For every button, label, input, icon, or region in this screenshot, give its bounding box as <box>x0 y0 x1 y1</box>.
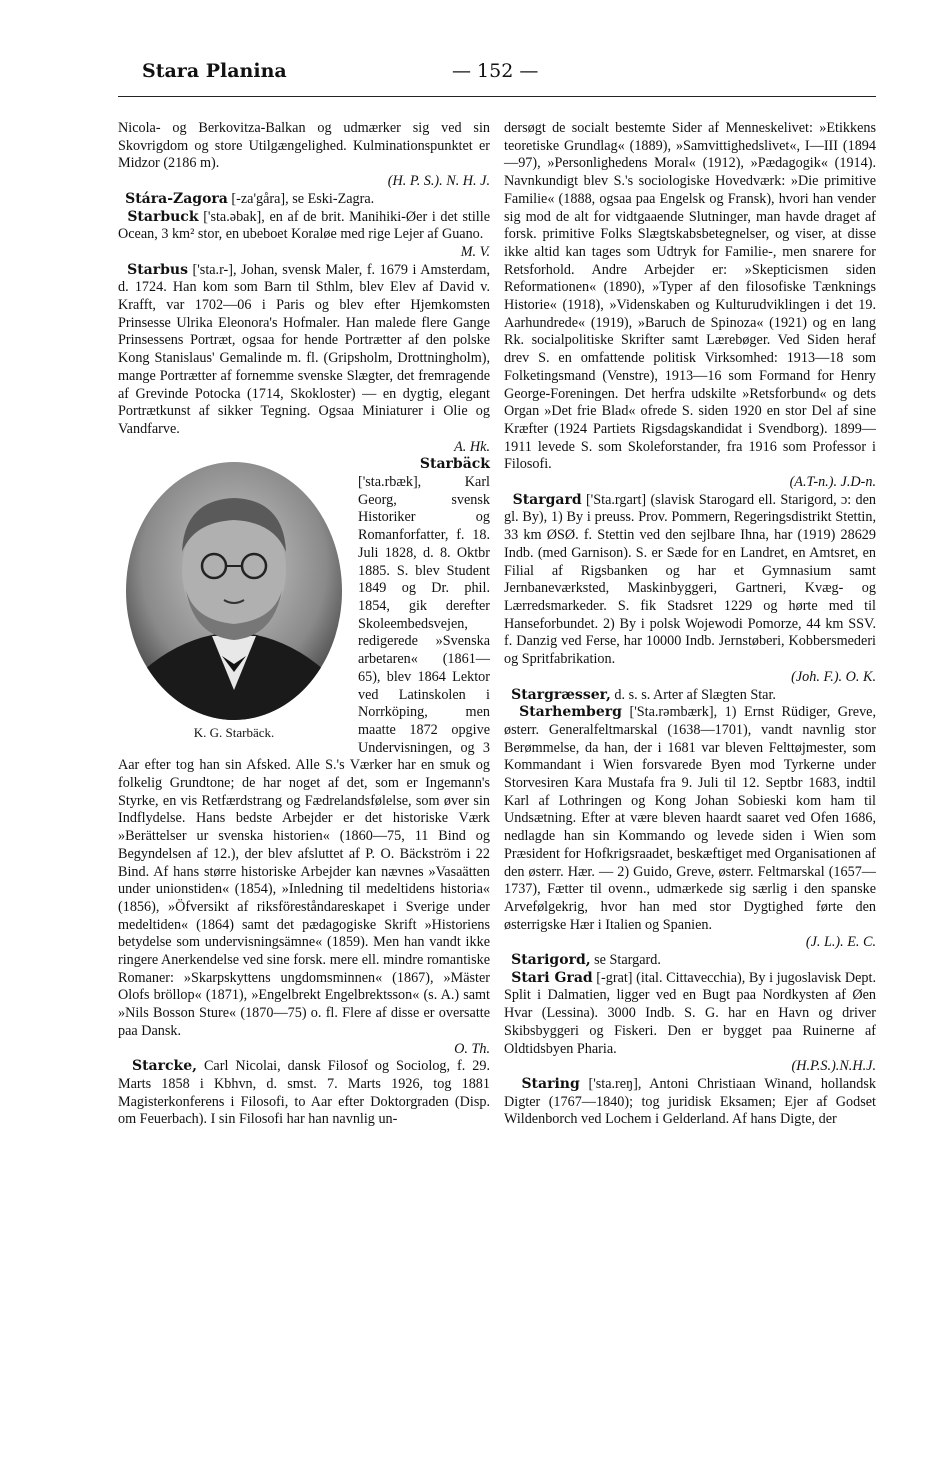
page-header <box>142 60 876 88</box>
entry-text: [-za'gåra], se Eski-Zagra. <box>231 190 375 207</box>
entry-text: ['sta.reŋ], Antoni Christiaan Winand, hollandsk Digter (1767—1840); tog juridisk Eksamen; Ejer af Godset Wildenborch ved Lochem i Gelderland. Af hans Digte, der <box>504 1075 876 1128</box>
running-title: Stara Planina <box>142 60 287 82</box>
entry-text: ['sta.r-], Johan, svensk Maler, f. 1679 i Amsterdam, d. 1724. Han kom som Barn til Sthlm, blev Elev af David v. Krafft, var 1702—06 i Paris og blev efter Hjemkomsten Prinsesse Ulrika Eleonora's Hofmaler. Han malede flere Gange Prinsessens Portræt, ogsaa for hende Portrætter af den polske Kong Stanislaus' Gemalinde m. fl. (Gripsholm, Drottningholm), mange Portrætter af fornemme svenske Slægter, det fremragende af Grevinde Potocka (1714, Skokloster) — en dygtig, elegant Portrætkunst af sikker Tegning. Ogsaa Miniaturer i Olie og Vandfarve. <box>118 261 490 437</box>
entry-text: Nicola- og Berkovitza-Balkan og udmærker sig ved sin Skovrigdom og store Utilgængelighed. Kulminationspunktet er Midzor (2186 m). <box>118 120 490 172</box>
entry <box>504 120 876 492</box>
portrait-figure <box>118 460 350 746</box>
entry <box>504 492 876 687</box>
entry-text: [-grat] (ital. Cittavecchia), By i jugoslavisk Dept. Split i Dalmatien, ligger ved en Bugt paa Nordkysten af Øen Hvar (Lessina). 3000 Indb. S. G. har en Havn og driver Skibsbyggeri og Fiskeri. Den er bygget paa Ruinerne af Oldtidsbyen Pharia. <box>504 969 876 1057</box>
entry <box>118 120 490 191</box>
entry-text: ['sta.əbak], en af de brit. Manihiki-Øer i det stille Ocean, 3 km² stor, en ubeboet Koraløe med rige Lejer af Guano. <box>118 208 490 243</box>
entry-text: dersøgt de socialt bestemte Sider af Menneskelivet: »Etikkens teoretiske Grundlag« (1889), »Samvittighedslivet«, I—III (1894—97), »Personlighedens Moral« (1912), »Pædagogik« (1914). Navnkundigt blev S.'s sociologiske Hovedværk: »Die primitive Familie« (1888, ogsaa paa Engelsk og Fransk), hvori han vender sig mod de alt for vidtgaaende Slutninger, man havde draget af forsk. primitive Folks Slægtskabsbetegnelser, og viser, at disse ikke altid kan tages som Udtryk for Familie-, men snarere for Retsforhold. Andre Arbejder er: »Skepticismen siden Reformationen« (1890), »Typer af den filosofiske Tænknings Historie« (1918), »Videnskaben og Kulturudviklingen i det 19. Aarhundrede« (1919), »Baruch de Spinoza« (1921) og en lang Rk. socialpolitiske Skrifter samt Lærebøger. Ved Siden heraf drev S. en omfattende politisk Virksomhed: 1913—18 som Folketingsmand (Venstre), 1913—16 som Formand for Henry George-Foreningen. Det herfra udskilte »Retsforbund« og dets Organ »Det frie Blad« ofrede S. siden 1920 en stor Del af sine Kræfter (1924 Partiets Rigsdagskandidat i Svendborg). 1899—1911 levede S. som Skoleforstander, fra 1916 som Professor i Filosofi. <box>504 120 876 473</box>
entry-headword: Staring <box>521 1075 580 1092</box>
entry-signature: (Joh. F.). O. K. <box>791 668 876 685</box>
entry <box>118 1058 490 1129</box>
entry-signature: M. V. <box>460 243 490 260</box>
right-column <box>504 120 876 1129</box>
entry <box>118 209 490 262</box>
entry <box>504 687 876 705</box>
page-number: — 152 — <box>452 60 539 82</box>
entry-text: Carl Nicolai, dansk Filosof og Sociolog, f. 29. Marts 1858 i Kbhvn, d. smst. 7. Marts 1926, tog 1881 Magisterkonferens i Filosofi, to Aar efter Doktorgraden (Disp. om Feuerbach). I sin Filosofi har han navnlig un- <box>118 1058 491 1128</box>
entry-headword: Starbus <box>127 261 188 278</box>
entry <box>118 191 490 209</box>
entry-headword: Starbuck <box>127 208 199 225</box>
entry-headword: Starhemberg <box>519 704 622 721</box>
entry-signature: O. Th. <box>454 1040 490 1057</box>
entry-headword: Stargard <box>512 491 582 508</box>
entry-text: d. s. s. Arter af Slægten Star. <box>614 686 776 703</box>
header-rule <box>118 96 876 97</box>
entry <box>118 456 490 1058</box>
entry-signature: (H. P. S.). N. H. J. <box>387 173 490 190</box>
entry-text: ['Sta.rəmbærk], 1) Ernst Rüdiger, Greve, østerr. Generalfeltmarskal (1638—1701), vandt navnlig stor Berømmelse, da han, der i 1681 var bleven Felttøjmester, som Kommandant i Wien forsvarede Byen mod Tyrkerne under Storvesiren Kara Mustafa fra 9. Juli til 12. Septbr 1683, indtil Karl af Lothringen og Kong Johan Sobieski kom ham til Undsætning. Efter at være bleven haardt saaret ved Ofen 1686, nedlagde han sin Kommando og levede siden i Wien som Præsident for Hofkrigsraadet, beskæftiget med Organisationen af den østerr. Hær. — 2) Guido, Greve, østerr. Feltmarskal (1657—1737), Fætter til ovenn., udmærkede sig særlig i den spanske Arvefølgekrig, hvor han med stor Dygtighed førte den østerrigske Hær i Italien og Spanien. <box>504 704 877 933</box>
entry <box>504 952 876 970</box>
entry-headword: Starcke, <box>131 1058 197 1075</box>
entry-headword: Starigord, <box>511 952 591 969</box>
entry-headword: Stargræsser, <box>511 686 611 703</box>
entry-text: ['Sta.rgart] (slavisk Starogard ell. Starigord, ɔ: den gl. By), 1) By i preuss. Prov. Pommern, Regeringsdistrikt Stettin, 33 km ØSØ. f. Stettin ved den sejlbare Ihna, har (1919) 28629 Indb. (med Garnison). S. er Sæde for en Landret, en Amtsret, en Filial af Rigsbanken og har et Gymnasium samt Jernbaneværksted, Maskinbyggeri, Gartneri, Kvæg- og Lærredsmarkeder. S. fik Stadsret 1229 og hørte med til Hanseforbundet. 2) By i polsk Wojewodi Pomorze, 44 km SSV. f. Danzig ved Ferse, har 10000 Indb. Jernstøberi, Kobbersmederi og Spritfabrikation. <box>504 491 877 668</box>
entry-signature: A. Hk. <box>454 438 490 455</box>
entry <box>118 262 490 457</box>
entry-headword: Starbäck <box>419 456 490 473</box>
entry <box>504 970 876 1076</box>
entry <box>504 1076 876 1129</box>
entry-text: ['sta.rbæk], Karl Georg, svensk Historiker og Romanforfatter, f. 18. Juli 1828, d. 8. Oktbr 1885. S. blev Student 1849 og Dr. phil. 1854, gik derefter Skoleembedsvejen, redigerede »Svenska arbetaren« (1861—65), blev 1864 Lektor ved Latinskolen i Norrköping, men maatte 1872 opgive Undervisningen, og 3 Aar efter tog han sin Afsked. Alle S.'s Værker har en smuk og folkelig Grundtone; de har noget af det, som er Ingemann's Styrke, en vis Retfærdstrang og Fædrelandsfølelse, som øver sin Indflydelse. Hans bedste Arbejder er det historiske Værk »Berättelser ur svenska historien« (1860—75, 11 Bind og Begyndelsen af 12.), der blev afsluttet af P. O. Bäckström i 22 Bind. Af hans større historiske Arbejder kan nævnes »Vasaätten under unionstiden« (1854), »Inledning til medeltidens historia« (1856), »Öfversikt af riksföreståndareskapet i Sverige under medeltiden« (1864) samt det pædagogiske Skrift »Historiens betydelse som undervisningsämne« (1859). Men han vandt ikke ringere Anerkendelse ved sine forsk. mere ell. mindre romantiske Romaner: »Skarpskyttens ungdomsminnen« (1867), »Mäster Olofs bröllop« (1871), »Engelbrekt Engelbrektsson« (s. A.) samt »Nils Bosson Sture« (1870—75) o. fl. Flere af disse er oversatte paa Dansk. <box>118 474 490 1039</box>
entry-signature: (A.T-n.). J.D-n. <box>789 474 876 491</box>
portrait-image <box>124 460 344 722</box>
entry-headword: Stari Grad <box>511 969 593 986</box>
entry <box>504 704 876 952</box>
entry-text: se Stargard. <box>594 952 661 969</box>
portrait-caption: K. G. Starbäck. <box>193 725 275 741</box>
left-column <box>118 120 490 1129</box>
entry-headword: Stára-Zagora <box>125 190 228 207</box>
entry-signature: (J. L.). E. C. <box>805 934 876 951</box>
entry-signature: (H.P.S.).N.H.J. <box>791 1058 876 1075</box>
